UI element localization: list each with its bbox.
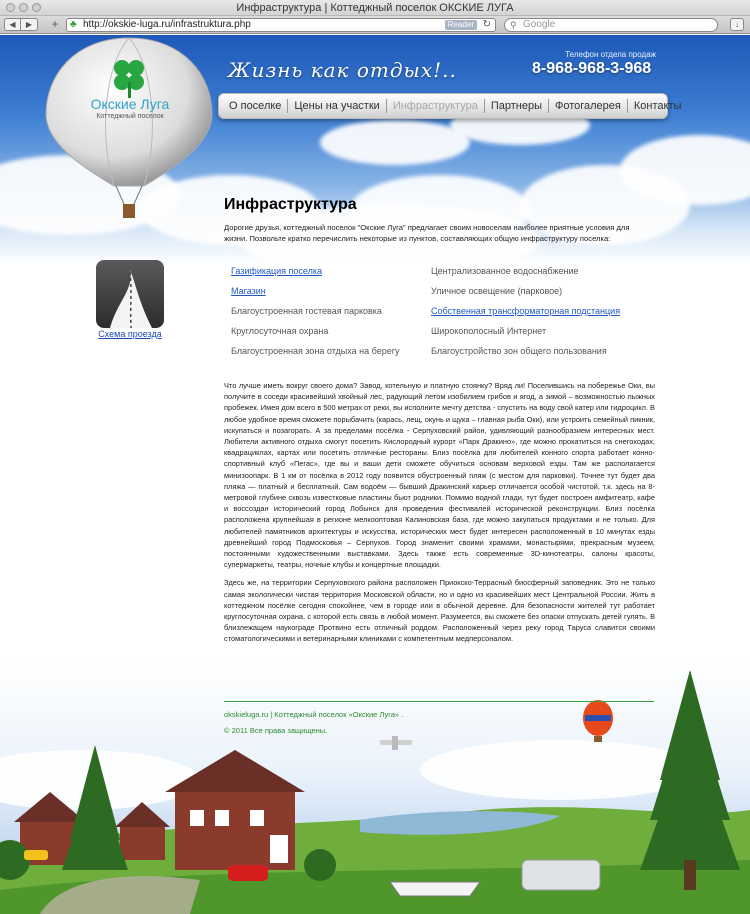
- menu-item-prices[interactable]: Цены на участки: [288, 99, 386, 113]
- logo-subtitle: Коттеджный поселок: [96, 113, 164, 120]
- menu-item-partners[interactable]: Партнеры: [485, 99, 549, 113]
- footer-copyright: © 2011 Все права защищены.: [224, 726, 328, 735]
- close-window-icon[interactable]: [6, 3, 15, 12]
- phone-number: 8-968-968-3-968: [532, 60, 652, 77]
- menu-item-about[interactable]: О поселке: [223, 99, 288, 113]
- infra-link-substation[interactable]: Собственная трансформаторная подстанция: [431, 306, 621, 316]
- url-text: http://okskie-luga.ru/infrastruktura.php: [83, 19, 251, 30]
- infra-link-shop[interactable]: Магазин: [231, 286, 266, 296]
- main-menu: [218, 93, 682, 119]
- menu-item-infrastructure[interactable]: Инфраструктура: [387, 99, 485, 113]
- page-title: Инфраструктура: [224, 196, 357, 213]
- route-map-block[interactable]: [95, 260, 165, 339]
- forward-button[interactable]: ▶: [21, 18, 38, 31]
- search-icon: ⚲: [510, 20, 517, 30]
- infra-item-beach-zone: Благоустроенная зона отдыха на берегу: [231, 346, 400, 356]
- infra-item-security: Круглосуточная охрана: [231, 326, 329, 336]
- add-bookmark-button[interactable]: +: [51, 17, 59, 31]
- header-slogan: Жизнь как отдых!..: [228, 58, 457, 82]
- infra-item-internet: Широкополосный Интернет: [431, 326, 547, 336]
- address-bar[interactable]: [66, 18, 496, 32]
- browser-titlebar: [0, 0, 750, 16]
- footer-site-line[interactable]: okskieluga.ru | Коттеджный поселок «Окские Луга» .: [224, 710, 404, 719]
- search-input[interactable]: [504, 18, 718, 32]
- road-map-icon[interactable]: [96, 260, 164, 328]
- reader-button[interactable]: Reader: [445, 20, 477, 30]
- infra-item-lighting: Уличное освещение (парковое): [431, 286, 563, 296]
- menu-item-contacts[interactable]: Контакты: [633, 100, 682, 112]
- window-controls[interactable]: [6, 3, 41, 12]
- infra-item-common-areas: Благоустройство зон общего пользования: [431, 346, 607, 356]
- reload-icon[interactable]: ↻: [482, 19, 491, 30]
- logo-title: Окские Луга: [90, 96, 170, 112]
- browser-toolbar: [0, 16, 750, 34]
- article-body: [224, 380, 655, 652]
- landscape-illustration: [0, 660, 750, 914]
- article-paragraph-1: Что лучше иметь вокруг своего дома? Завод, котельную и платную стоянку? Вряд ли! Поселившись на побережье Оки, вы получите в соседи красивейший хвойный лес, радующий летом изобилием грибов и ягод, а зимой – возможностью лыжных пробежек. Имея дом всего в 500 метрах от реки, вы исполните мечту детства - спустить на воду свой катер или гидроцикл. В любое удобное время сможете порыбачить (карась, лещ, окунь и щука – главная рыба Оки), или устроить семейный пикник, искупаться и позагорать. А за пределами посёлка - Серпуховский район, удивляющий разнообразием интересных мест. Любители активного отдыха смогут посетить Кислородный курорт «Парк Дракино», где можно прокатиться на снегоходах, квадрациклах, картах или посетить отличные рестораны. Близ посёлка для любителей конного спорта работает конно-спортивный клуб «Пегас», где вы и ваши дети сможете обучиться основам верховой езды. Там же располагается минизоопарк. В 1 км от посёлка в 2012 году появится обустроенный пляж (с местом для парковки). Точнее тут будет два пляжа — платный и бесплатный. Сам водоём — бывший Дракинский карьер отличается особой чистотой, т.к. здесь на 8-метровой глубине сквозь известковые пластины бьют родники. Помимо водной глади, тут будет построен амфитеатр, кафе и воссоздан исторический город Лобынск для проведения фестивалей исторической реконструкции. Близ посёлка расположена крупнейшая в регионе мелкооптовая Калиновская база, где можно закупаться продуктами и не только. Для любителей памятников архитектуры и искусства, исторических мест будет интересен расположенный в 10 минутах езды древнейший город Подмосковья – Серпухов. Город знаменит своими храмами, монастырями, прекрасным музеем, постоянными художественными выставками. Здесь также есть современные 3D-кинотеатры, салоны красоты, супермаркеты, театры, ночные клубы и концертные площадки.: [224, 381, 655, 570]
- search-placeholder: Google: [523, 19, 556, 30]
- infrastructure-list: [231, 263, 651, 363]
- infra-item-water: Централизованное водоснабжение: [431, 266, 579, 276]
- zoom-window-icon[interactable]: [32, 3, 41, 12]
- back-button[interactable]: ◀: [4, 18, 21, 31]
- menu-item-gallery[interactable]: Фотогалерея: [549, 99, 628, 113]
- balloon-logo[interactable]: [44, 36, 214, 226]
- window-title: Инфраструктура | Коттеджный поселок ОКСКИЕ ЛУГА: [236, 2, 514, 14]
- clover-favicon-icon: ♣: [70, 19, 77, 30]
- article-paragraph-2: Здесь же, на территории Серпуховского района расположен Приокско-Террасный биосферный заповедник. Это не только самая экологически чистая территория Московской области, но и одно из красивейших мест Центральной России. Жить в коттеджном посёлке сегодня спокойнее, чем в городе или в обычной деревне. Для безопасности жителей тут работает круглосуточная охрана, с которой есть связь в любой момент. Разумеется, вы сможете без опаски отпускать детей гулять. В близлежащем наукограде Протвино есть отличный роддом. Расположенный через реку город Таруса славится своими стоматологическими и ветеринарными клиниками с компетентным медперсоналом.: [224, 578, 655, 644]
- infra-item-parking: Благоустроенная гостевая парковка: [231, 306, 382, 316]
- route-map-link[interactable]: Схема проезда: [98, 329, 162, 339]
- footer-divider: [224, 701, 654, 702]
- nav-buttons: [4, 18, 38, 31]
- minimize-window-icon[interactable]: [19, 3, 28, 12]
- intro-text: Дорогие друзья, коттеджный поселок "Окские Луга" предлагает своим новоселам наиболее приятные условия для жизни. Позвольте кратко перечислить некоторые из пунктов, составляющих общую инфраструктуру поселка:: [224, 223, 630, 243]
- downloads-button[interactable]: ↓: [730, 18, 744, 31]
- infra-link-gas[interactable]: Газификация поселка: [231, 266, 323, 276]
- phone-label: Телефон отдела продаж: [565, 50, 656, 59]
